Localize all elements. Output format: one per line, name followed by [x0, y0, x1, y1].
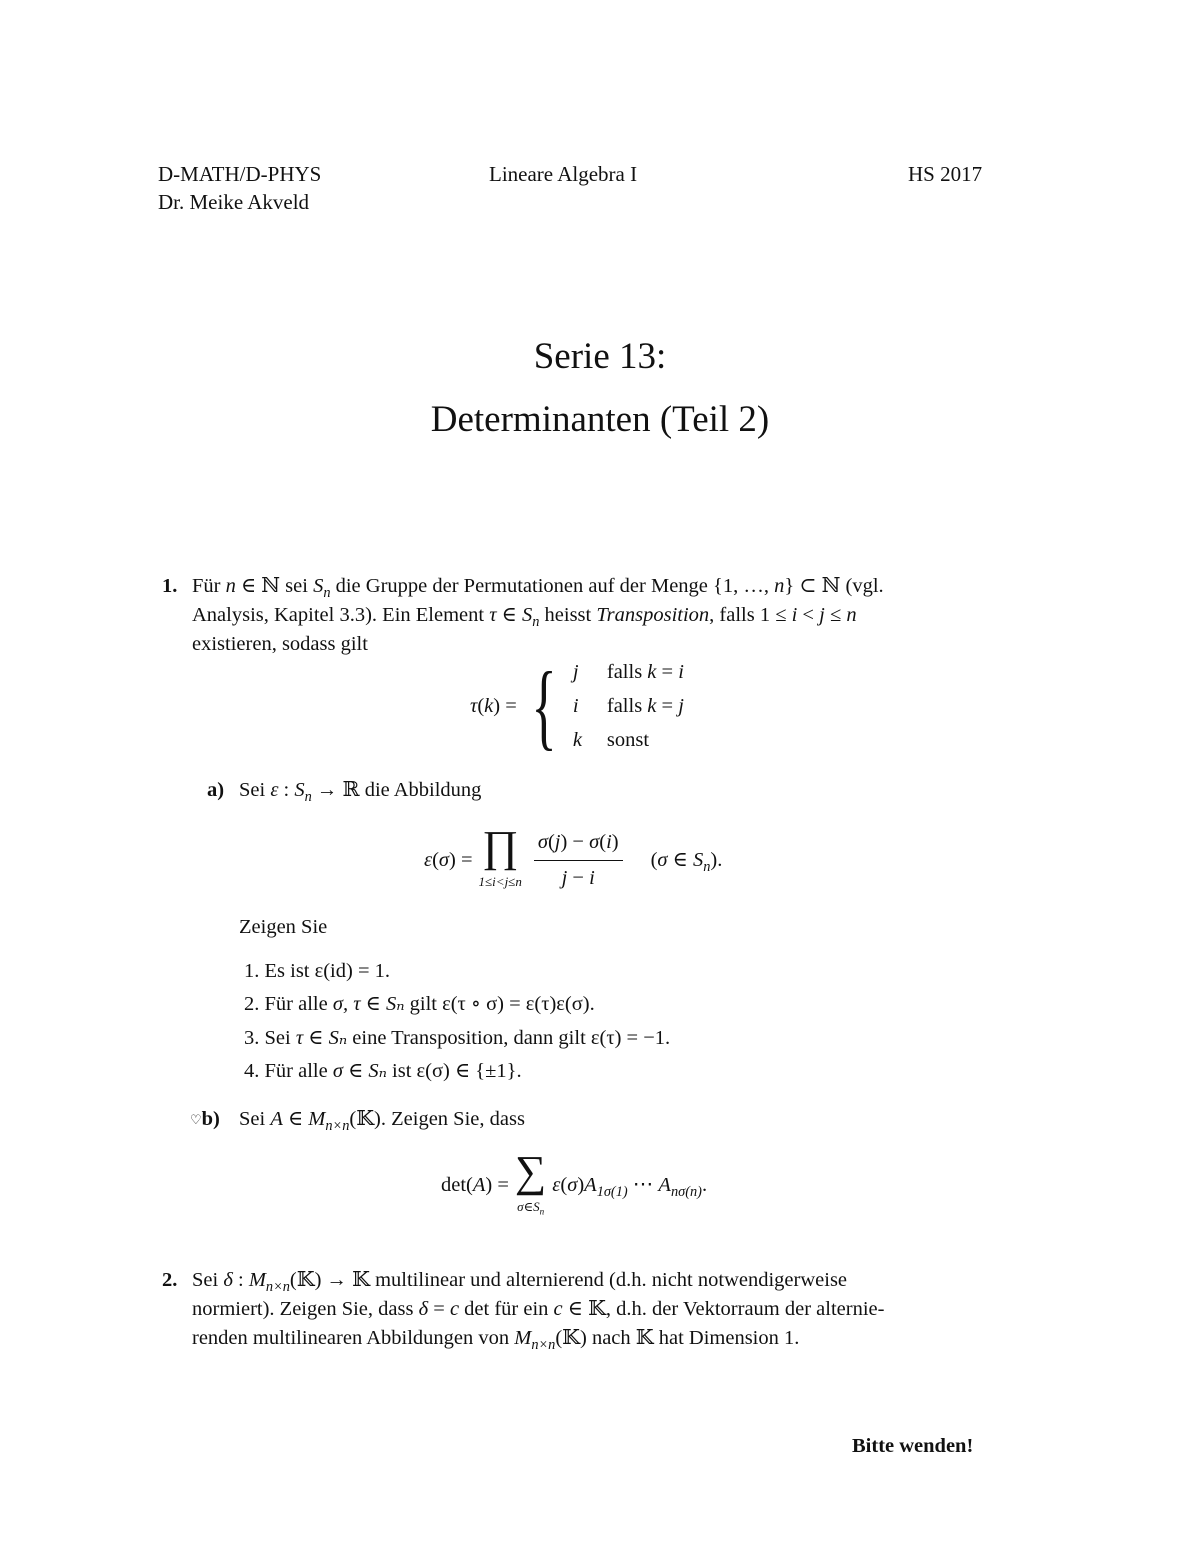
claim-2: 2. Für alle σ, τ ∈ Sₙ gilt ε(τ ∘ σ) = ε(τ)ε(σ).	[244, 993, 595, 1015]
problem-1-line-1: Für n ∈ ℕ sei $S_n$ die Gruppe der Permutationen auf der Menge {1, …, n} ⊂ ℕ (vgl.	[192, 575, 884, 602]
zeigen-sie-label: Zeigen Sie	[239, 916, 328, 938]
left-brace: {	[531, 652, 557, 759]
sheet-title: Serie 13:	[533, 336, 667, 377]
leibniz-formula: det(A) = ∑ $\sigma\in S_n$ $\varepsilon(\sigma)A_{1\sigma(1)}$ ⋯ $A_{n\sigma(n)}$.	[441, 1150, 707, 1221]
problem-1-line-2: Analysis, Kapitel 3.3). Ein Element τ ∈ $S_n$ heisst Transposition, falls 1 ≤ i < j ≤ n	[192, 604, 857, 631]
problem-2-line-2: normiert). Zeigen Sie, dass δ = c det für ein c ∈ 𝕂, d.h. der Vektorraum der alternie-	[192, 1298, 885, 1320]
part-a-label: a)	[207, 779, 225, 801]
lecturer-name: Dr. Meike Akveld	[158, 190, 310, 214]
semester: HS 2017	[908, 162, 983, 186]
claim-4: 4. Für alle σ ∈ Sₙ ist ε(σ) ∈ {±1}.	[244, 1060, 522, 1082]
product-operator: ∏ 1≤i<j≤n	[478, 822, 522, 889]
course-title: Lineare Algebra I	[489, 162, 638, 186]
epsilon-fraction: $\frac{\sigma(j) - \sigma(i)}{j - i}$	[534, 828, 623, 893]
claim-1: 1. Es ist ε(id) = 1.	[244, 960, 391, 982]
problem-2-line-1: Sei δ : $M_{n\times n}(𝕂)$ → 𝕂 multilinear und alternierend (d.h. nicht notwendigerweise	[192, 1269, 848, 1296]
part-a-intro: Sei ε : $S_n$ → ℝ die Abbildung	[239, 779, 482, 806]
epsilon-formula: ε ( σ ) = ∏ 1≤i<j≤n $\frac{\sigma(j) - \sigma(i)}{j - i}$ (σ ∈ $S_n$).	[424, 825, 722, 896]
problem-2-line-3: renden multilinearen Abbildungen von $M_{n\times n}(𝕂)$ nach 𝕂 hat Dimension 1.	[192, 1327, 800, 1354]
turn-page-note: Bitte wenden!	[852, 1435, 974, 1457]
course-department: D-MATH/D-PHYS	[158, 162, 322, 186]
part-b-intro: Sei A ∈ $M_{n\times n}(𝕂)$. Zeigen Sie, dass	[239, 1108, 525, 1135]
transposition-definition: τ ( k ) = { j falls k = i i falls k = j k sonst	[470, 652, 684, 759]
case-rows: j falls k = i i falls k = j k sonst	[572, 661, 684, 751]
claim-3: 3. Sei τ ∈ Sₙ eine Transposition, dann gilt ε(τ) = −1.	[244, 1027, 671, 1049]
problem-2-number: 2.	[162, 1269, 178, 1291]
problem-1-number: 1.	[162, 575, 178, 597]
part-b-label: ♡b)	[190, 1108, 220, 1130]
sheet-subtitle: Determinanten (Teil 2)	[430, 399, 770, 440]
heart-icon: ♡	[190, 1112, 202, 1127]
problem-1-line-3: existieren, sodass gilt	[192, 633, 368, 655]
sum-operator: ∑ $\sigma\in S_n$	[514, 1147, 547, 1217]
